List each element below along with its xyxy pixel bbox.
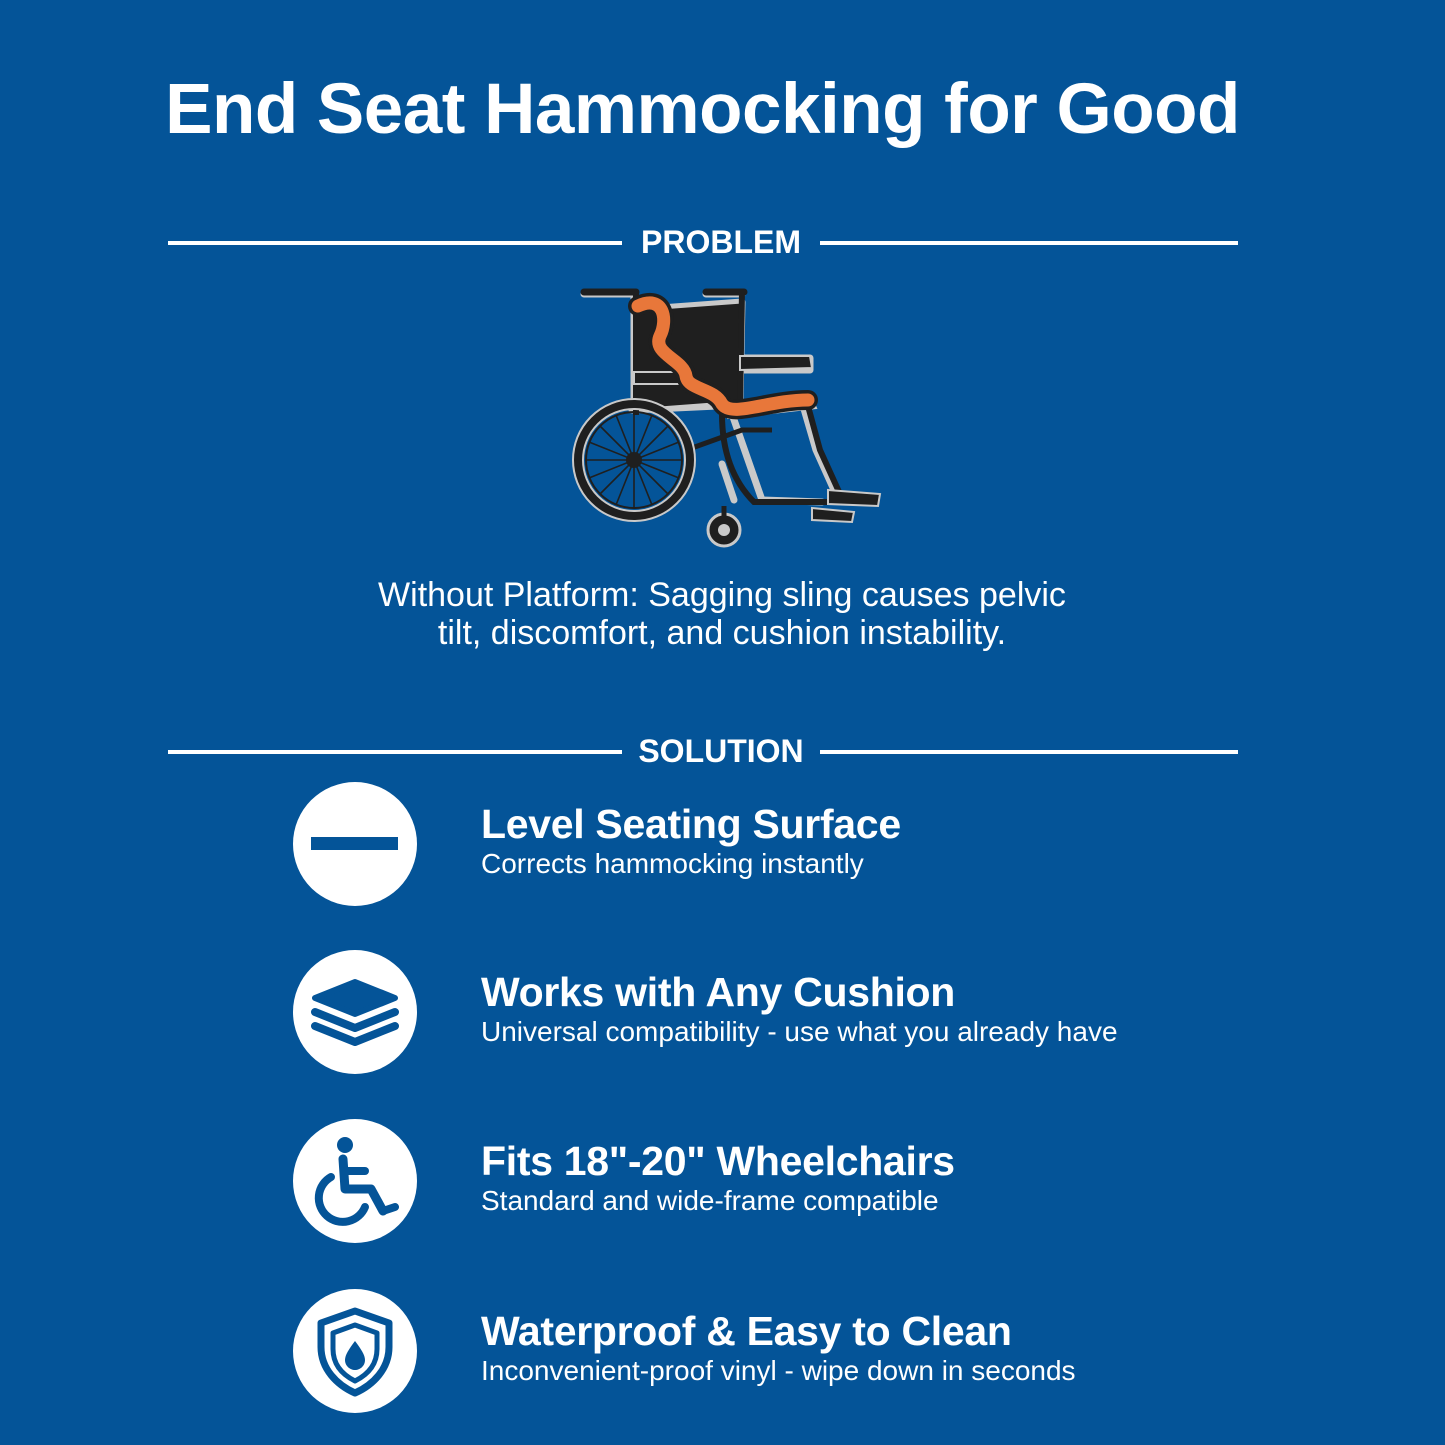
accessibility-icon <box>293 1119 417 1243</box>
feature-title: Level Seating Surface <box>481 801 901 847</box>
problem-section-header <box>168 222 1238 262</box>
feature-title: Works with Any Cushion <box>481 969 956 1015</box>
divider-line-right <box>820 750 1238 754</box>
feature-subtitle: Standard and wide-frame compatible <box>481 1185 939 1216</box>
layers-icon <box>293 950 417 1074</box>
feature-any-cushion <box>293 950 1253 1074</box>
problem-description: Without Platform: Sagging sling causes pelvic tilt, discomfort, and cushion instability. <box>378 576 1066 652</box>
feature-subtitle: Corrects hammocking instantly <box>481 848 864 879</box>
feature-subtitle: Inconvenient-proof vinyl - wipe down in seconds <box>481 1355 1076 1386</box>
divider-line-left <box>168 750 622 754</box>
feature-level-seating <box>293 782 1253 906</box>
wheelchair-icon <box>572 280 892 560</box>
divider-line-right <box>820 241 1238 245</box>
minus-icon <box>293 782 417 906</box>
feature-fits-wheelchairs <box>293 1119 1253 1243</box>
feature-subtitle: Universal compatibility - use what you already have <box>481 1016 1118 1047</box>
feature-title: Waterproof & Easy to Clean <box>481 1308 1012 1354</box>
divider-line-left <box>168 241 622 245</box>
page-title: End Seat Hammocking for Good <box>165 70 1240 149</box>
feature-waterproof <box>293 1289 1253 1413</box>
solution-section-header <box>168 731 1238 771</box>
feature-title: Fits 18"-20" Wheelchairs <box>481 1138 955 1184</box>
solution-heading: SOLUTION <box>638 733 804 769</box>
problem-heading: PROBLEM <box>641 224 801 260</box>
shield-water-icon <box>293 1289 417 1413</box>
